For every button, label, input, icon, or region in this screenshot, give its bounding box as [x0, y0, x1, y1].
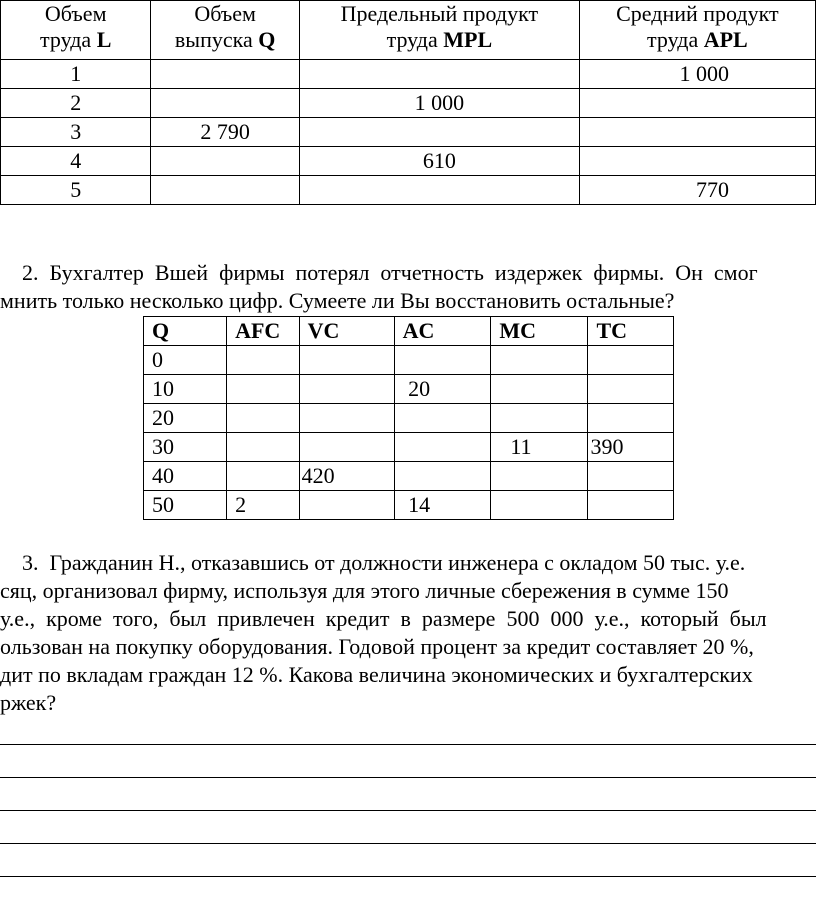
table-row: [1, 118, 816, 147]
table-cell: [227, 462, 300, 491]
task2-text-line1: 2. Бухгалтер Вшей фирмы потерял отчетность издержек фирмы. Он смог: [0, 260, 758, 285]
table-header-row: [144, 317, 674, 346]
table-cell: 4: [1, 147, 151, 176]
table-cell: [579, 89, 815, 118]
header-mc: MC: [491, 317, 588, 346]
table-cell: [491, 375, 588, 404]
task3-text-line4: ользован на покупку оборудования. Годовой процент за кредит составляет 20 %,: [0, 634, 754, 659]
table-cell: 11: [491, 433, 588, 462]
table-cell: [394, 462, 491, 491]
table-cell: [588, 404, 674, 433]
table-cell: 50: [144, 491, 227, 520]
table-cell: [151, 147, 300, 176]
table-cell: [227, 404, 300, 433]
header-apl: Средний продукт труда APL: [579, 1, 815, 60]
header-afc: AFC: [227, 317, 300, 346]
table-cell: [299, 433, 394, 462]
table-cell: 20: [394, 375, 491, 404]
task3-text-line2: сяц, организовал фирму, используя для этого личные сбережения в сумме 150: [0, 578, 729, 603]
cost-table: [143, 316, 674, 520]
table-cell: [299, 375, 394, 404]
table-cell: [151, 176, 300, 205]
header-tc: TC: [588, 317, 674, 346]
table-cell: [491, 346, 588, 375]
answer-line: [0, 744, 816, 745]
answer-line: [0, 810, 816, 811]
table-cell: [299, 346, 394, 375]
task2-text-line2: мнить только несколько цифр. Сумеете ли Вы восстановить остальные?: [0, 288, 675, 313]
task3-text-line6: ржек?: [0, 690, 57, 715]
answer-line: [0, 777, 816, 778]
table-cell: 5: [1, 176, 151, 205]
table-cell: [491, 462, 588, 491]
answer-line: [0, 876, 816, 877]
table-cell: 390: [588, 433, 674, 462]
table-cell: 40: [144, 462, 227, 491]
table-cell: [394, 404, 491, 433]
table-row: [144, 462, 674, 491]
task3-text-line5: дит по вкладам граждан 12 %. Какова величина экономических и бухгалтерских: [0, 662, 753, 687]
table-cell: 2: [227, 491, 300, 520]
table-row: [144, 375, 674, 404]
table-cell: 0: [144, 346, 227, 375]
table-cell: [491, 491, 588, 520]
table-cell: [299, 491, 394, 520]
table-cell: 2: [1, 89, 151, 118]
table-cell: [299, 60, 579, 89]
table-cell: [588, 462, 674, 491]
table-cell: [299, 404, 394, 433]
table-cell: 610: [299, 147, 579, 176]
table-cell: [299, 118, 579, 147]
table-row: [1, 176, 816, 205]
header-vc: VC: [299, 317, 394, 346]
table-row: [144, 404, 674, 433]
table-cell: 10: [144, 375, 227, 404]
table-cell: [394, 346, 491, 375]
table-cell: [491, 404, 588, 433]
table-row: [1, 60, 816, 89]
answer-line: [0, 843, 816, 844]
table-cell: 3: [1, 118, 151, 147]
labor-product-table: [0, 0, 816, 205]
header-ac: AC: [394, 317, 491, 346]
table-row: [144, 433, 674, 462]
table-cell: 30: [144, 433, 227, 462]
table-row: [144, 346, 674, 375]
header-mpl: Предельный продукт труда MPL: [299, 1, 579, 60]
table-row: [144, 491, 674, 520]
table-cell: [299, 176, 579, 205]
table-cell: 14: [394, 491, 491, 520]
table-cell: [588, 346, 674, 375]
table-cell: 770: [579, 176, 815, 205]
table-cell: [394, 433, 491, 462]
table-cell: [227, 375, 300, 404]
table-cell: 20: [144, 404, 227, 433]
table-cell: 2 790: [151, 118, 300, 147]
table-cell: [227, 433, 300, 462]
table-cell: [151, 60, 300, 89]
table-cell: [588, 375, 674, 404]
table-row: [1, 147, 816, 176]
table-cell: [588, 491, 674, 520]
table-cell: 1 000: [579, 60, 815, 89]
table-cell: [579, 147, 815, 176]
task3-text-line1: 3. Гражданин Н., отказавшись от должности инженера с окладом 50 тыс. у.е.: [0, 550, 746, 575]
task3-text-line3: у.е., кроме того, был привлечен кредит в размере 500 000 у.е., который был: [0, 606, 767, 631]
header-labor: Объем труда L: [1, 1, 151, 60]
table-header-row: [1, 1, 816, 60]
header-output: Объем выпуска Q: [151, 1, 300, 60]
table-cell: [579, 118, 815, 147]
table-cell: [227, 346, 300, 375]
table-cell: 420: [299, 462, 394, 491]
table-cell: [151, 89, 300, 118]
header-q: Q: [144, 317, 227, 346]
table-cell: 1: [1, 60, 151, 89]
table-cell: 1 000: [299, 89, 579, 118]
table-row: [1, 89, 816, 118]
